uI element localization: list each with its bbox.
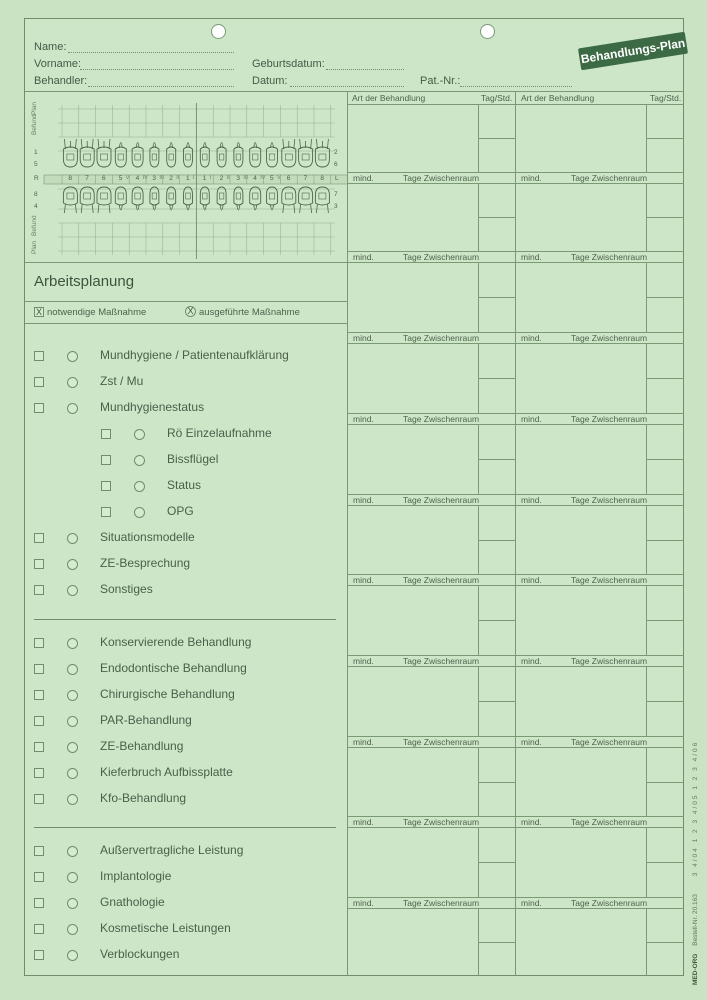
done-checkbox[interactable] bbox=[67, 638, 78, 649]
lower-tooth-crown bbox=[63, 187, 77, 205]
interval-label: Tage Zwischenraum bbox=[571, 173, 648, 183]
chart-label-plan-top: Plan bbox=[31, 101, 38, 115]
necessary-checkbox[interactable] bbox=[34, 403, 44, 413]
lower-tooth-surface bbox=[169, 193, 174, 199]
legend-necessary-label: notwendige Maßnahme bbox=[47, 307, 147, 318]
lower-tooth-crown bbox=[150, 187, 159, 205]
behandler-label: Behandler: bbox=[34, 75, 88, 87]
side-label-right: R bbox=[34, 175, 39, 182]
mind-label: mind. bbox=[353, 656, 374, 666]
necessary-checkbox[interactable] bbox=[34, 533, 44, 543]
treatment-art-cell[interactable] bbox=[348, 263, 477, 331]
deciduous-number: V bbox=[125, 175, 130, 181]
tooth-number: 5 bbox=[118, 175, 123, 182]
vorname-field[interactable] bbox=[80, 69, 234, 70]
mind-label: mind. bbox=[521, 495, 542, 505]
done-checkbox[interactable] bbox=[67, 377, 78, 388]
upper-tooth-crown bbox=[132, 147, 143, 167]
upper-tooth-crown bbox=[217, 147, 226, 167]
tooth-number: 2 bbox=[169, 175, 173, 182]
interval-label: Tage Zwischenraum bbox=[403, 656, 480, 666]
dental-chart bbox=[24, 91, 347, 262]
upper-tooth-surface bbox=[319, 154, 326, 160]
col-header-tag: Tag/Std. bbox=[650, 93, 682, 103]
form-title-tag: Behandlungs-Plan bbox=[578, 32, 688, 71]
done-checkbox[interactable] bbox=[134, 507, 145, 518]
treatment-tag-cell[interactable] bbox=[647, 909, 682, 975]
necessary-checkbox[interactable] bbox=[34, 742, 44, 752]
mind-label: mind. bbox=[353, 575, 374, 585]
interval-label: Tage Zwischenraum bbox=[571, 737, 648, 747]
upper-tooth-crown bbox=[315, 147, 329, 167]
treatment-tag-cell[interactable] bbox=[479, 425, 514, 493]
done-checkbox[interactable] bbox=[67, 403, 78, 414]
tooth-number: 3 bbox=[236, 175, 241, 182]
treatment-art-cell[interactable] bbox=[348, 909, 477, 975]
deciduous-number: I bbox=[193, 175, 195, 181]
mind-label: mind. bbox=[353, 252, 374, 262]
planning-item-label: Kfo-Behandlung bbox=[100, 791, 187, 805]
done-checkbox[interactable] bbox=[67, 559, 78, 570]
necessary-checkbox[interactable] bbox=[101, 429, 111, 439]
planning-item-label: Kosmetische Leistungen bbox=[100, 921, 231, 935]
necessary-checkbox[interactable] bbox=[34, 950, 44, 960]
treatment-art-cell[interactable] bbox=[516, 828, 645, 896]
tooth-number: 8 bbox=[320, 175, 325, 182]
planning-item-label: Verblockungen bbox=[100, 947, 180, 961]
done-checkbox[interactable] bbox=[67, 924, 78, 935]
upper-tooth-crown bbox=[282, 147, 296, 167]
lower-tooth-surface bbox=[269, 193, 275, 199]
treatment-tag-cell[interactable] bbox=[479, 667, 514, 735]
deciduous-number: IV bbox=[142, 175, 148, 181]
treatment-tag-cell[interactable] bbox=[647, 586, 682, 654]
treatment-art-cell[interactable] bbox=[348, 425, 477, 493]
mind-label: mind. bbox=[521, 737, 542, 747]
quadrant-label: 6 bbox=[334, 161, 338, 168]
done-checkbox[interactable] bbox=[67, 898, 78, 909]
upper-tooth-surface bbox=[285, 154, 292, 160]
deciduous-number: III bbox=[159, 175, 164, 181]
lower-tooth-crown bbox=[80, 187, 94, 205]
treatment-tag-cell[interactable] bbox=[647, 667, 682, 735]
planning-item-label: Rö Einzelaufnahme bbox=[167, 426, 272, 440]
planning-item-label: Bissflügel bbox=[167, 452, 219, 466]
interval-label: Tage Zwischenraum bbox=[571, 575, 648, 585]
interval-label: Tage Zwischenraum bbox=[571, 817, 648, 827]
necessary-checkbox[interactable] bbox=[34, 768, 44, 778]
necessary-checkbox[interactable] bbox=[34, 585, 44, 595]
chart-label-befund-top: Befund bbox=[31, 114, 38, 135]
done-checkbox[interactable] bbox=[134, 455, 145, 466]
treatment-art-cell[interactable] bbox=[348, 506, 477, 573]
lower-tooth-surface bbox=[152, 193, 157, 199]
treatment-art-cell[interactable] bbox=[516, 667, 645, 735]
datum-label: Datum: bbox=[252, 75, 288, 87]
treatment-art-cell[interactable] bbox=[348, 586, 477, 654]
necessary-checkbox[interactable] bbox=[34, 846, 44, 856]
patnr-field[interactable] bbox=[460, 86, 572, 87]
necessary-checkbox[interactable] bbox=[34, 716, 44, 726]
done-checkbox[interactable] bbox=[67, 664, 78, 675]
upper-tooth-crown bbox=[150, 147, 159, 167]
treatment-tag-cell[interactable] bbox=[647, 263, 682, 331]
punch-hole-left bbox=[211, 24, 226, 39]
lower-tooth-surface bbox=[236, 193, 241, 199]
treatment-art-cell[interactable] bbox=[348, 667, 477, 735]
upper-tooth-crown bbox=[250, 147, 261, 167]
planning-item-label: Endodontische Behandlung bbox=[100, 661, 247, 675]
mind-label: mind. bbox=[521, 575, 542, 585]
interval-label: Tage Zwischenraum bbox=[403, 817, 480, 827]
interval-label: Tage Zwischenraum bbox=[571, 333, 648, 343]
planning-title-divider bbox=[24, 301, 347, 302]
upper-tooth-crown bbox=[299, 147, 313, 167]
necessary-checkbox[interactable] bbox=[101, 481, 111, 491]
upper-tooth-crown bbox=[115, 147, 126, 167]
tooth-number: 8 bbox=[68, 175, 73, 182]
treatment-tag-cell[interactable] bbox=[479, 586, 514, 654]
treatment-art-cell[interactable] bbox=[516, 425, 645, 493]
upper-tooth-surface bbox=[269, 154, 275, 160]
interval-label: Tage Zwischenraum bbox=[403, 737, 480, 747]
deciduous-number: II bbox=[226, 175, 230, 181]
necessary-checkbox[interactable] bbox=[34, 690, 44, 700]
treatment-tag-cell[interactable] bbox=[479, 748, 514, 815]
treatment-tag-cell[interactable] bbox=[647, 748, 682, 815]
punch-hole-right bbox=[480, 24, 495, 39]
mind-label: mind. bbox=[521, 656, 542, 666]
treatment-tag-cell[interactable] bbox=[647, 828, 682, 896]
done-checkbox[interactable] bbox=[67, 351, 78, 362]
upper-tooth-surface bbox=[302, 154, 309, 160]
treatment-art-cell[interactable] bbox=[348, 344, 477, 412]
tooth-number: 7 bbox=[85, 175, 89, 182]
necessary-checkbox[interactable] bbox=[34, 898, 44, 908]
planning-item-label: Konservierende Behandlung bbox=[100, 635, 252, 649]
done-checkbox[interactable] bbox=[67, 716, 78, 727]
upper-tooth-surface bbox=[186, 154, 191, 160]
planning-item-label: ZE-Besprechung bbox=[100, 556, 191, 570]
interval-label: Tage Zwischenraum bbox=[403, 252, 480, 262]
treatment-tag-cell[interactable] bbox=[479, 344, 514, 412]
upper-tooth-surface bbox=[84, 154, 91, 160]
interval-label: Tage Zwischenraum bbox=[403, 495, 480, 505]
done-checkbox[interactable] bbox=[134, 481, 145, 492]
deciduous-number: V bbox=[277, 175, 281, 181]
treatment-tag-cell[interactable] bbox=[647, 425, 682, 493]
necessary-checkbox[interactable] bbox=[101, 507, 111, 517]
planning-item-label: OPG bbox=[167, 504, 194, 518]
lower-tooth-surface bbox=[302, 193, 309, 199]
necessary-checkbox[interactable] bbox=[34, 559, 44, 569]
upper-tooth-crown bbox=[184, 147, 193, 167]
interval-label: Tage Zwischenraum bbox=[403, 173, 480, 183]
col-header-art: Art der Behandlung bbox=[521, 93, 595, 103]
quadrant-label: 3 bbox=[334, 203, 338, 210]
tooth-number: 1 bbox=[186, 175, 190, 182]
quadrant-label: 5 bbox=[34, 161, 38, 168]
treatment-tag-cell[interactable] bbox=[479, 263, 514, 331]
upper-tooth-surface bbox=[169, 154, 174, 160]
lower-tooth-crown bbox=[115, 187, 126, 205]
interval-label: Tage Zwischenraum bbox=[403, 333, 480, 343]
interval-label: Tage Zwischenraum bbox=[403, 575, 480, 585]
planning-item-label: Gnathologie bbox=[100, 895, 165, 909]
done-checkbox[interactable] bbox=[67, 690, 78, 701]
geburtsdatum-field[interactable] bbox=[326, 69, 404, 70]
done-checkbox[interactable] bbox=[67, 768, 78, 779]
interval-label: Tage Zwischenraum bbox=[571, 414, 648, 424]
necessary-checkbox[interactable] bbox=[34, 377, 44, 387]
lower-tooth-crown bbox=[184, 187, 193, 205]
treatment-art-cell[interactable] bbox=[516, 506, 645, 573]
upper-tooth-crown bbox=[267, 147, 278, 167]
treatment-art-cell[interactable] bbox=[516, 748, 645, 815]
necessary-checkbox[interactable] bbox=[34, 351, 44, 361]
legend-necessary-box: X bbox=[35, 307, 42, 317]
treatment-tag-cell[interactable] bbox=[647, 184, 682, 250]
chart-divider bbox=[24, 262, 347, 263]
treatment-tag-cell[interactable] bbox=[479, 506, 514, 573]
upper-tooth-surface bbox=[152, 154, 157, 160]
deciduous-number: IV bbox=[260, 175, 266, 181]
planning-item-label: Status bbox=[167, 478, 202, 492]
vorname-label: Vorname: bbox=[34, 58, 82, 70]
upper-tooth-surface bbox=[219, 154, 224, 160]
lower-tooth-crown bbox=[167, 187, 176, 205]
upper-tooth-surface bbox=[67, 154, 74, 160]
tooth-number: 4 bbox=[253, 175, 257, 182]
mind-label: mind. bbox=[353, 333, 374, 343]
upper-tooth-surface bbox=[118, 154, 124, 160]
lower-tooth-crown bbox=[267, 187, 278, 205]
upper-tooth-crown bbox=[200, 147, 209, 167]
mind-label: mind. bbox=[353, 898, 374, 908]
lower-tooth-surface bbox=[67, 193, 74, 199]
treatment-tag-cell[interactable] bbox=[647, 344, 682, 412]
planning-item-label: Zst / Mu bbox=[100, 374, 144, 388]
upper-tooth-surface bbox=[252, 154, 258, 160]
geburtsdatum-label: Geburtsdatum: bbox=[252, 58, 325, 70]
name-field[interactable] bbox=[68, 52, 234, 53]
mind-label: mind. bbox=[521, 414, 542, 424]
interval-label: Tage Zwischenraum bbox=[403, 414, 480, 424]
quadrant-label: 2 bbox=[334, 149, 338, 156]
treatment-tag-cell[interactable] bbox=[479, 828, 514, 896]
done-checkbox[interactable] bbox=[67, 585, 78, 596]
legend-done-label: ausgeführte Maßnahme bbox=[199, 307, 300, 318]
behandler-field[interactable] bbox=[88, 86, 234, 87]
planning-item-label: Sonstiges bbox=[100, 582, 153, 596]
lower-tooth-crown bbox=[132, 187, 143, 205]
necessary-checkbox[interactable] bbox=[101, 455, 111, 465]
done-checkbox[interactable] bbox=[67, 872, 78, 883]
group-divider-1 bbox=[34, 619, 336, 620]
planning-item-label: Situationsmodelle bbox=[100, 530, 195, 544]
mind-label: mind. bbox=[353, 173, 374, 183]
planning-item-label: ZE-Behandlung bbox=[100, 739, 184, 753]
name-label: Name: bbox=[34, 41, 67, 53]
datum-field[interactable] bbox=[290, 86, 404, 87]
upper-tooth-crown bbox=[63, 147, 77, 167]
quadrant-label: 1 bbox=[34, 149, 38, 156]
treatment-art-cell[interactable] bbox=[348, 105, 477, 171]
lower-tooth-crown bbox=[97, 187, 111, 205]
mind-label: mind. bbox=[521, 252, 542, 262]
interval-label: Tage Zwischenraum bbox=[571, 252, 648, 262]
treatment-tag-cell[interactable] bbox=[479, 105, 514, 171]
upper-tooth-surface bbox=[135, 154, 141, 160]
tooth-number: 4 bbox=[135, 175, 140, 182]
lower-tooth-surface bbox=[203, 193, 208, 199]
interval-label: Tage Zwischenraum bbox=[571, 898, 648, 908]
brand-logo: MED-ORG bbox=[692, 953, 699, 985]
mind-label: mind. bbox=[353, 495, 374, 505]
chart-label-plan-bottom: Plan bbox=[31, 240, 38, 254]
tooth-number: 5 bbox=[270, 175, 274, 182]
lower-tooth-crown bbox=[200, 187, 209, 205]
treatment-art-cell[interactable] bbox=[348, 828, 477, 896]
planning-item-label: Mundhygienestatus bbox=[100, 400, 205, 414]
planning-item-label: Mundhygiene / Patientenaufklärung bbox=[100, 348, 289, 362]
col-header-art: Art der Behandlung bbox=[352, 93, 426, 103]
done-checkbox[interactable] bbox=[67, 794, 78, 805]
tooth-number: 1 bbox=[202, 175, 207, 182]
lower-tooth-surface bbox=[101, 193, 108, 199]
upper-tooth-surface bbox=[101, 154, 108, 160]
tooth-number: 2 bbox=[219, 175, 224, 182]
upper-tooth-crown bbox=[234, 147, 243, 167]
mind-label: mind. bbox=[353, 737, 374, 747]
mind-label: mind. bbox=[521, 173, 542, 183]
mind-label: mind. bbox=[353, 414, 374, 424]
planning-item-label: Außervertragliche Leistung bbox=[100, 843, 244, 857]
treatment-art-cell[interactable] bbox=[516, 586, 645, 654]
legend-done-circle: X bbox=[185, 306, 196, 317]
tooth-number: 6 bbox=[102, 175, 106, 182]
done-checkbox[interactable] bbox=[67, 533, 78, 544]
lower-tooth-crown bbox=[250, 187, 261, 205]
planning-item-label: Implantologie bbox=[100, 869, 172, 883]
lower-tooth-crown bbox=[217, 187, 226, 205]
quadrant-label: 8 bbox=[34, 191, 38, 198]
lower-tooth-surface bbox=[135, 193, 141, 199]
lower-tooth-surface bbox=[84, 193, 91, 199]
planning-item-label: Chirurgische Behandlung bbox=[100, 687, 235, 701]
tooth-number: 3 bbox=[152, 175, 157, 182]
lower-tooth-surface bbox=[285, 193, 292, 199]
lower-tooth-surface bbox=[252, 193, 258, 199]
legend-divider bbox=[24, 323, 347, 324]
lower-tooth-surface bbox=[186, 193, 191, 199]
lower-tooth-crown bbox=[315, 187, 329, 205]
treatment-art-cell[interactable] bbox=[516, 263, 645, 331]
mind-label: mind. bbox=[521, 333, 542, 343]
date-ruler: 3 4/04 1 2 3 4/05 1 2 3 4/06 bbox=[692, 740, 699, 877]
patnr-label: Pat.-Nr.: bbox=[420, 75, 461, 87]
done-checkbox[interactable] bbox=[67, 846, 78, 857]
done-checkbox[interactable] bbox=[134, 429, 145, 440]
upper-tooth-crown bbox=[97, 147, 111, 167]
deciduous-number: III bbox=[243, 175, 248, 181]
tooth-number: 7 bbox=[303, 175, 308, 182]
tooth-number: 6 bbox=[286, 175, 291, 182]
lower-tooth-surface bbox=[319, 193, 326, 199]
necessary-checkbox[interactable] bbox=[34, 872, 44, 882]
col-header-tag: Tag/Std. bbox=[481, 93, 513, 103]
chart-label-befund-bottom: Befund bbox=[31, 215, 38, 236]
necessary-checkbox[interactable] bbox=[34, 924, 44, 934]
done-checkbox[interactable] bbox=[67, 742, 78, 753]
upper-tooth-crown bbox=[80, 147, 94, 167]
upper-tooth-crown bbox=[167, 147, 176, 167]
upper-tooth-surface bbox=[203, 154, 208, 160]
treatment-tag-cell[interactable] bbox=[647, 506, 682, 573]
interval-label: Tage Zwischenraum bbox=[571, 495, 648, 505]
lower-tooth-surface bbox=[118, 193, 124, 199]
interval-label: Tage Zwischenraum bbox=[571, 656, 648, 666]
mind-label: mind. bbox=[353, 817, 374, 827]
order-no: Bestell-Nr. 20.163 bbox=[692, 894, 699, 946]
order-number bbox=[692, 741, 699, 985]
treatment-art-cell[interactable] bbox=[348, 184, 477, 250]
treatment-art-cell[interactable] bbox=[516, 105, 645, 171]
necessary-checkbox[interactable] bbox=[34, 664, 44, 674]
lower-tooth-surface bbox=[219, 193, 224, 199]
done-checkbox[interactable] bbox=[67, 950, 78, 961]
planning-item-label: PAR-Behandlung bbox=[100, 713, 192, 727]
deciduous-number: II bbox=[176, 175, 180, 181]
necessary-checkbox[interactable] bbox=[34, 638, 44, 648]
mind-label: mind. bbox=[521, 817, 542, 827]
treatment-art-cell[interactable] bbox=[516, 909, 645, 975]
treatment-art-cell[interactable] bbox=[516, 344, 645, 412]
tooth-number-strip bbox=[44, 175, 347, 184]
lower-tooth-crown bbox=[282, 187, 296, 205]
lower-tooth-crown bbox=[234, 187, 243, 205]
treatment-art-cell[interactable] bbox=[348, 748, 477, 815]
group-divider-2 bbox=[34, 827, 336, 828]
quadrant-label: 4 bbox=[34, 203, 38, 210]
deciduous-number: I bbox=[209, 175, 212, 181]
lower-tooth-crown bbox=[299, 187, 313, 205]
side-label-left: L bbox=[335, 175, 339, 182]
planning-title: Arbeitsplanung bbox=[34, 273, 135, 290]
treatment-tag-cell[interactable] bbox=[479, 184, 514, 250]
interval-label: Tage Zwischenraum bbox=[403, 898, 480, 908]
upper-tooth-surface bbox=[236, 154, 241, 160]
treatment-tag-cell[interactable] bbox=[479, 909, 514, 975]
treatment-tag-cell[interactable] bbox=[647, 105, 682, 171]
treatment-art-cell[interactable] bbox=[516, 184, 645, 250]
planning-item-label: Kieferbruch Aufbissplatte bbox=[100, 765, 233, 779]
necessary-checkbox[interactable] bbox=[34, 794, 44, 804]
quadrant-label: 7 bbox=[334, 191, 338, 198]
mind-label: mind. bbox=[521, 898, 542, 908]
